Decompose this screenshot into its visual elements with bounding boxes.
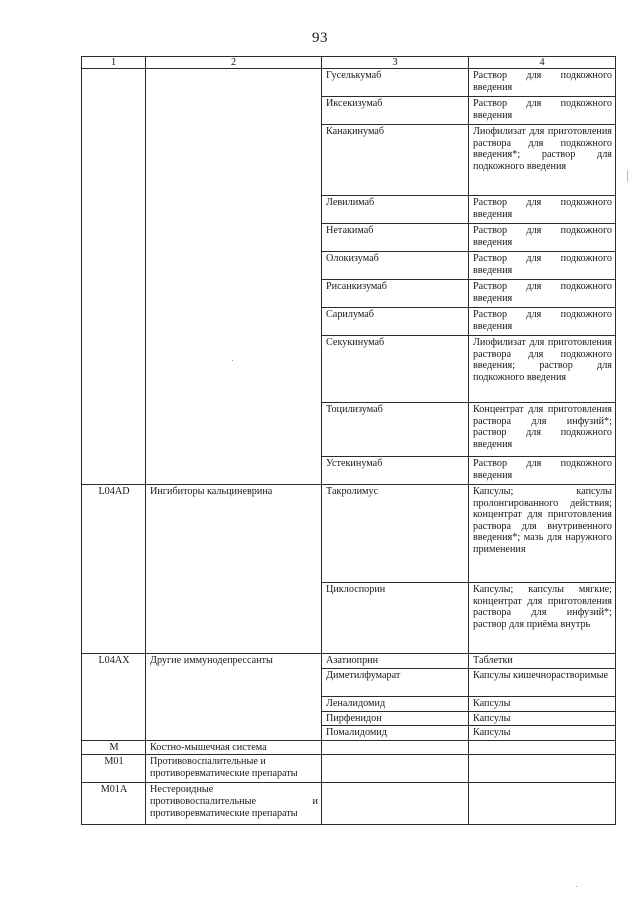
drug-name-cell: Сарилумаб (322, 308, 469, 336)
group-name-cell: Другие иммунодепрессанты (146, 654, 322, 741)
column-header-1: 1 (82, 57, 146, 69)
drug-name-cell: Леналидомид (322, 697, 469, 712)
dosage-form-cell: Раствор для подкожного введения (469, 224, 616, 252)
scan-speck (232, 360, 233, 361)
dosage-form-cell (469, 755, 616, 783)
dosage-form-cell: Капсулы (469, 697, 616, 712)
drug-name-cell: Азатиоприн (322, 654, 469, 669)
drug-name-cell: Нетакимаб (322, 224, 469, 252)
table-header-row (82, 57, 616, 69)
group-name-cell: Противовоспалительные и противоревматические препараты (146, 755, 322, 783)
drug-name-cell: Пирфенидон (322, 711, 469, 726)
drug-name-cell: Секукинумаб (322, 336, 469, 403)
dosage-form-cell: Раствор для подкожного введения (469, 280, 616, 308)
drug-name-cell: Олокизумаб (322, 252, 469, 280)
page-number: 93 (312, 30, 328, 46)
atc-code-cell: M01 (82, 755, 146, 783)
group-name-cell: Нестероидные противовоспалительные и противоревматические препараты (146, 783, 322, 825)
dosage-form-cell: Капсулы кишечнорастворимые (469, 669, 616, 697)
column-header-3: 3 (322, 57, 469, 69)
table-row (82, 654, 616, 669)
atc-code-cell: L04AX (82, 654, 146, 741)
dosage-form-cell: Капсулы (469, 726, 616, 741)
group-name-cell: Костно-мышечная система (146, 740, 322, 755)
table-row (82, 69, 616, 97)
drug-name-cell: Тоцилизумаб (322, 403, 469, 457)
drug-name-cell: Левилимаб (322, 196, 469, 224)
dosage-form-cell: Раствор для подкожного введения (469, 196, 616, 224)
group-name-cell: Ингибиторы кальциневрина (146, 485, 322, 654)
dosage-form-cell: Лиофилизат для приготовления раствора для подкожного введения; раствор для подкожного введения (469, 336, 616, 403)
table-row (82, 755, 616, 783)
dosage-form-cell: Капсулы; капсулы пролонгированного действия; концентрат для приготовления раствора для внутривенного введения*; мазь для наружного применения (469, 485, 616, 583)
atc-code-cell (82, 69, 146, 485)
drug-name-cell: Канакинумаб (322, 125, 469, 196)
dosage-form-cell: Раствор для подкожного введения (469, 69, 616, 97)
scan-edge-mark (627, 170, 628, 182)
drug-name-cell: Иксекизумаб (322, 97, 469, 125)
drug-name-cell (322, 783, 469, 825)
atc-code-cell: M (82, 740, 146, 755)
drug-name-cell: Гуселькумаб (322, 69, 469, 97)
table-row (82, 740, 616, 755)
drug-name-cell (322, 755, 469, 783)
atc-code-cell: M01A (82, 783, 146, 825)
atc-code-cell: L04AD (82, 485, 146, 654)
drug-name-cell: Такролимус (322, 485, 469, 583)
drug-name-cell: Диметилфумарат (322, 669, 469, 697)
column-header-2: 2 (146, 57, 322, 69)
drug-name-cell: Рисанкизумаб (322, 280, 469, 308)
group-name-cell (146, 69, 322, 485)
scan-speck (576, 886, 577, 887)
dosage-form-cell (469, 783, 616, 825)
drug-name-cell: Помалидомид (322, 726, 469, 741)
table-row (82, 485, 616, 583)
dosage-form-cell: Капсулы; капсулы мягкие; концентрат для приготовления раствора для инфузий*; раствор для приёма внутрь (469, 583, 616, 654)
drug-name-cell: Циклоспорин (322, 583, 469, 654)
drug-table (81, 56, 616, 825)
dosage-form-cell: Раствор для подкожного введения (469, 97, 616, 125)
dosage-form-cell: Таблетки (469, 654, 616, 669)
dosage-form-cell: Капсулы (469, 711, 616, 726)
dosage-form-cell: Лиофилизат для приготовления раствора для подкожного введения*; раствор для подкожного введения (469, 125, 616, 196)
dosage-form-cell: Раствор для подкожного введения (469, 308, 616, 336)
column-header-4: 4 (469, 57, 616, 69)
dosage-form-cell: Концентрат для приготовления раствора для инфузий*; раствор для подкожного введения (469, 403, 616, 457)
dosage-form-cell: Раствор для подкожного введения (469, 252, 616, 280)
drug-name-cell: Устекинумаб (322, 457, 469, 485)
dosage-form-cell: Раствор для подкожного введения (469, 457, 616, 485)
dosage-form-cell (469, 740, 616, 755)
drug-name-cell (322, 740, 469, 755)
table-row (82, 783, 616, 825)
